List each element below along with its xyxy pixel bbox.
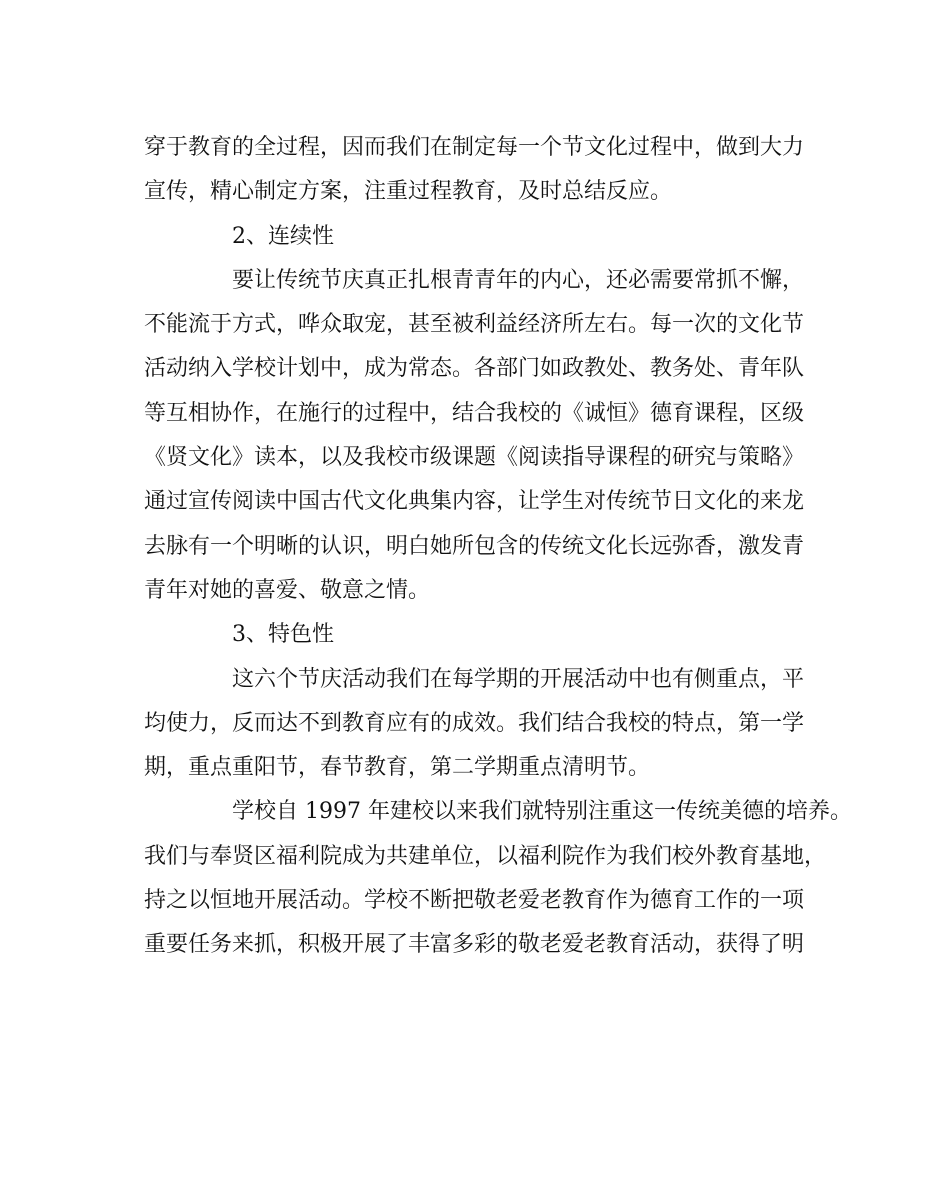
text-line: 持之以恒地开展活动。学校不断把敬老爱老教育作为德育工作的一项 — [144, 888, 805, 914]
text-line: 重要任务来抓，积极开展了丰富多彩的敬老爱老教育活动，获得了明 — [144, 932, 805, 958]
text-line: 期，重点重阳节，春节教育，第二学期重点清明节。 — [144, 755, 651, 781]
text-line: 我们与奉贤区福利院成为共建单位，以福利院作为我们校外教育基地， — [144, 843, 827, 869]
paragraph-first-line: 要让传统节庆真正扎根青青年的内心，还必需要常抓不懈， — [232, 267, 805, 293]
paragraph-first-line: 这六个节庆活动我们在每学期的开展活动中也有侧重点，平 — [232, 666, 805, 692]
paragraph-first-line: 学校自 1997 年建校以来我们就特别注重这一传统美德的培养。 — [232, 799, 852, 825]
text-line: 活动纳入学校计划中，成为常态。各部门如政教处、教务处、青年队 — [144, 356, 805, 382]
text-line: 等互相协作，在施行的过程中，结合我校的《诚恒》德育课程，区级 — [144, 400, 805, 426]
document-body — [144, 126, 852, 968]
text-line: 宣传，精心制定方案，注重过程教育，及时总结反应。 — [144, 179, 673, 205]
text-line: 均使力，反而达不到教育应有的成效。我们结合我校的特点，第一学 — [144, 710, 805, 736]
text-line: 不能流于方式，哗众取宠，甚至被利益经济所左右。每一次的文化节 — [144, 312, 805, 338]
text-line: 穿于教育的全过程，因而我们在制定每一个节文化过程中，做到大力 — [144, 135, 805, 160]
section-heading: 3、特色性 — [232, 622, 334, 648]
text-line: 通过宣传阅读中国古代文化典集内容，让学生对传统节日文化的来龙 — [144, 489, 805, 515]
section-heading: 2、连续性 — [232, 223, 334, 249]
text-line: 去脉有一个明晰的认识，明白她所包含的传统文化长远弥香，激发青 — [144, 533, 805, 559]
text-line: 《贤文化》读本，以及我校市级课题《阅读指导课程的研究与策略》 — [144, 445, 805, 471]
text-line: 青年对她的喜爱、敬意之情。 — [144, 577, 431, 603]
